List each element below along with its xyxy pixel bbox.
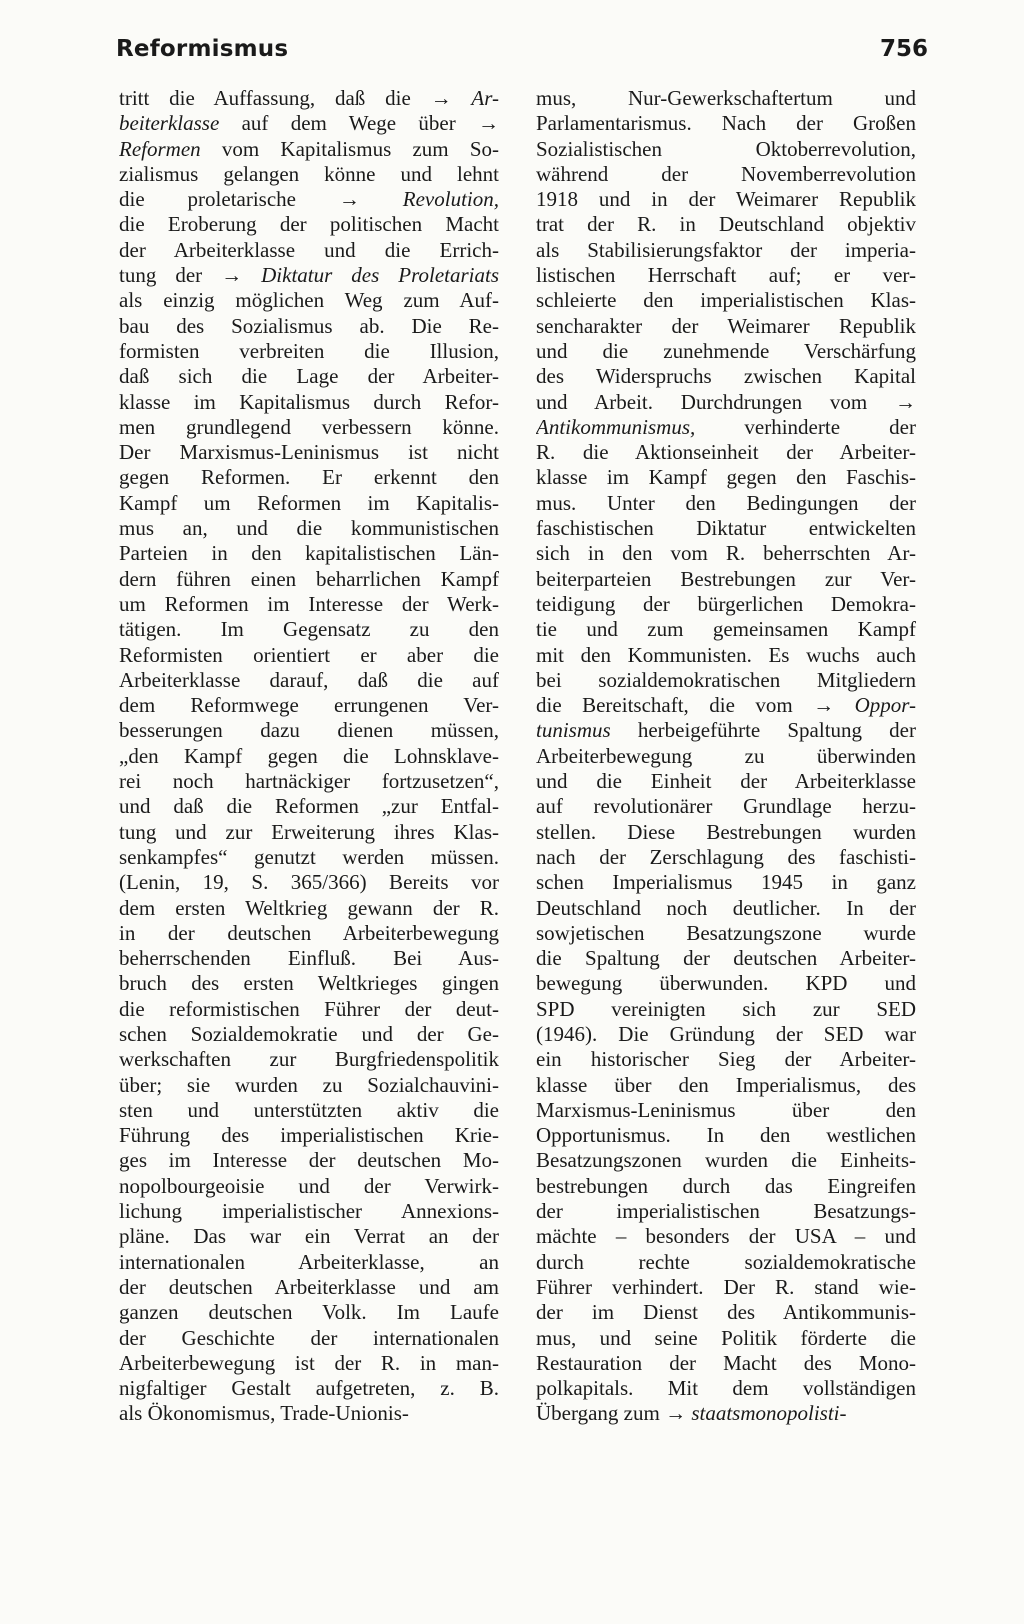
text-run: R. die Aktionseinheit der Arbeiter- <box>536 440 916 465</box>
left-column-line <box>119 1123 499 1148</box>
left-column-line <box>119 111 499 136</box>
text-run: Arbeiterklasse darauf, daß die auf <box>119 667 499 692</box>
text-run: Arbeiterbewegung zu überwinden <box>536 743 916 768</box>
text-run: sich in den vom R. beherrschten Ar- <box>536 541 916 566</box>
left-column-line <box>119 541 499 566</box>
text-run: auf dem Wege über → <box>219 111 499 136</box>
italic-reference: Antikommunismus, <box>536 414 696 439</box>
text-run: in der deutschen Arbeiterbewegung <box>119 920 499 945</box>
text-run: Parteien in den kapitalistischen Län- <box>119 541 499 566</box>
left-column-line <box>119 1047 499 1072</box>
left-column-line <box>119 288 499 313</box>
text-run: mus, und seine Politik förderte die <box>536 1325 916 1350</box>
left-column-line <box>119 1351 499 1376</box>
right-column-line <box>536 617 916 642</box>
text-run: Übergang zum → <box>536 1401 692 1426</box>
text-run: auf revolutionärer Grundlage herzu- <box>536 794 916 819</box>
text-run: tung der → <box>119 263 262 288</box>
text-run: mus, Nur-Gewerkschaftertum und <box>536 86 916 110</box>
right-column-line <box>536 567 916 592</box>
left-column-line <box>119 592 499 617</box>
right-column-line <box>536 1300 916 1325</box>
italic-reference: Reformen <box>119 136 201 161</box>
text-run: sten und unterstützten aktiv die <box>119 1097 499 1122</box>
text-run: Marxismus-Leninismus über den <box>536 1097 916 1122</box>
right-column-line <box>536 1199 916 1224</box>
text-run: stellen. Diese Bestrebungen wurden <box>536 819 916 844</box>
left-column-line <box>119 1376 499 1401</box>
text-run: teidigung der bürgerlichen Demokra- <box>536 591 916 616</box>
left-column-line <box>119 718 499 743</box>
right-column-line <box>536 86 916 111</box>
text-run: klasse im Kampf gegen den Faschis- <box>536 465 916 490</box>
left-column-line <box>119 1073 499 1098</box>
text-run: Restauration der Macht des Mono- <box>536 1350 916 1375</box>
right-column-line <box>536 896 916 921</box>
text-run: der im Dienst des Antikommunis- <box>536 1300 916 1325</box>
left-column-line <box>119 1098 499 1123</box>
right-column-line <box>536 1326 916 1351</box>
right-column-line <box>536 137 916 162</box>
text-run: sencharakter der Weimarer Republik <box>536 313 916 338</box>
text-run: schen Imperialismus 1945 in ganz <box>536 870 916 895</box>
right-column-line <box>536 541 916 566</box>
text-run: und daß die Reformen „zur Entfal- <box>119 794 499 819</box>
text-run: mus. Unter den Bedingungen der <box>536 490 916 515</box>
text-run: nach der Zerschlagung des faschisti- <box>536 844 916 869</box>
text-run: tätigen. Im Gegensatz zu den <box>119 617 499 642</box>
left-column-line <box>119 1250 499 1275</box>
text-run: schen Sozialdemokratie und der Ge- <box>119 1021 499 1046</box>
text-run: klasse über den Imperialismus, des <box>536 1072 916 1097</box>
right-column-line <box>536 769 916 794</box>
right-column-line <box>536 111 916 136</box>
text-run: vom Kapitalismus zum So- <box>200 136 499 161</box>
text-run: ganzen deutschen Volk. Im Laufe <box>119 1300 499 1325</box>
text-run: verhinderte der <box>695 414 916 439</box>
text-run: ein historischer Sieg der Arbeiter- <box>536 1047 916 1072</box>
text-run: senkampfes“ genutzt werden müssen. <box>119 844 499 869</box>
text-run: bewegung überwunden. KPD und <box>536 971 916 996</box>
text-run: während der Novemberrevolution <box>536 161 916 186</box>
text-run: Deutschland noch deutlicher. In der <box>536 895 916 920</box>
text-run: Führung des imperialistischen Krie- <box>119 1123 499 1148</box>
left-column-line <box>119 1275 499 1300</box>
text-run: tie und zum gemeinsamen Kampf <box>536 617 916 642</box>
right-column-line <box>536 288 916 313</box>
text-run: bau des Sozialismus ab. Die Re- <box>119 313 499 338</box>
text-run: Reformisten orientiert er aber die <box>119 642 499 667</box>
left-column-line <box>119 870 499 895</box>
text-run: polkapitals. Mit dem vollständigen <box>536 1376 916 1401</box>
right-column-line <box>536 212 916 237</box>
right-column-line <box>536 718 916 743</box>
right-column-line <box>536 1073 916 1098</box>
right-column-line <box>536 1401 916 1426</box>
right-column-line <box>536 491 916 516</box>
left-column-line <box>119 794 499 819</box>
right-column-line <box>536 1224 916 1249</box>
text-run: Führer verhindert. Der R. stand wie- <box>536 1274 916 1299</box>
text-run: rei noch hartnäckiger fortzusetzen“, <box>119 769 499 794</box>
text-run: der Geschichte der internationalen <box>119 1325 499 1350</box>
text-run: listischen Herrschaft auf; er ver- <box>536 263 916 288</box>
left-column-line <box>119 440 499 465</box>
right-column-line <box>536 465 916 490</box>
text-run: beiterparteien Bestrebungen zur Ver- <box>536 566 916 591</box>
left-column-line <box>119 314 499 339</box>
text-run: durch rechte sozialdemokratische <box>536 1249 916 1274</box>
left-column-line <box>119 1224 499 1249</box>
text-run: bruch des ersten Weltkrieges gingen <box>119 971 499 996</box>
left-column-line <box>119 364 499 389</box>
right-column-line <box>536 1098 916 1123</box>
text-run: daß sich die Lage der Arbeiter- <box>119 364 499 389</box>
text-run: Besatzungszonen wurden die Einheits- <box>536 1148 916 1173</box>
right-column-line <box>536 1022 916 1047</box>
text-run: men grundlegend verbessern könne. <box>119 414 499 439</box>
right-column-line <box>536 744 916 769</box>
right-column-line <box>536 1047 916 1072</box>
text-run: die reformistischen Führer der deut- <box>119 996 499 1021</box>
right-column-line <box>536 668 916 693</box>
left-column-line <box>119 946 499 971</box>
text-run: der Arbeiterklasse und die Errich- <box>119 237 499 262</box>
text-run: bestrebungen durch das Eingreifen <box>536 1173 916 1198</box>
right-column-line <box>536 339 916 364</box>
left-column-line <box>119 465 499 490</box>
text-run: als Stabilisierungsfaktor der imperia- <box>536 237 916 262</box>
text-run: internationalen Arbeiterklasse, an <box>119 1249 499 1274</box>
text-run: Der Marxismus-Leninismus ist nicht <box>119 440 499 465</box>
left-column-line <box>119 1148 499 1173</box>
right-column-line <box>536 1250 916 1275</box>
text-run: zialismus gelangen könne und lehnt <box>119 161 499 186</box>
left-column-line <box>119 921 499 946</box>
left-column-line <box>119 971 499 996</box>
italic-reference: staatsmonopolisti- <box>691 1401 847 1426</box>
italic-reference: Diktatur des Proletariats <box>261 263 499 288</box>
left-column-line <box>119 643 499 668</box>
text-run: mus an, und die kommunistischen <box>119 516 499 541</box>
right-column-line <box>536 440 916 465</box>
text-run: schleierte den imperialistischen Klas- <box>536 288 916 313</box>
left-column-line <box>119 491 499 516</box>
text-run: formisten verbreiten die Illusion, <box>119 338 499 363</box>
right-column-line <box>536 1275 916 1300</box>
italic-reference: tunismus <box>536 718 611 743</box>
right-column-line <box>536 1174 916 1199</box>
right-column-line <box>536 794 916 819</box>
right-column-line <box>536 1351 916 1376</box>
text-run: faschistischen Diktatur entwickelten <box>536 516 916 541</box>
text-run: herbeigeführte Spaltung der <box>610 718 916 743</box>
left-column-line <box>119 162 499 187</box>
text-run: nopolbourgeoisie und der Verwirk- <box>119 1173 499 1198</box>
left-column-line <box>119 744 499 769</box>
left-column-line <box>119 896 499 921</box>
right-column-line <box>536 263 916 288</box>
right-column-line <box>536 238 916 263</box>
right-column-line <box>536 870 916 895</box>
right-column-line <box>536 693 916 718</box>
text-run: besserungen dazu dienen müssen, <box>119 718 499 743</box>
text-run: dem ersten Weltkrieg gewann der R. <box>119 895 499 920</box>
text-run: trat der R. in Deutschland objektiv <box>536 212 916 237</box>
left-column-line <box>119 997 499 1022</box>
left-column-line <box>119 238 499 263</box>
right-column-line <box>536 162 916 187</box>
text-run: über; sie wurden zu Sozialchauvini- <box>119 1072 499 1097</box>
text-run: (1946). Die Gründung der SED war <box>536 1021 916 1046</box>
left-column-line <box>119 617 499 642</box>
page-number: 756 <box>879 36 928 62</box>
left-column-line <box>119 1401 499 1426</box>
right-column-line <box>536 314 916 339</box>
right-column-line <box>536 1376 916 1401</box>
right-column-line <box>536 1148 916 1173</box>
text-run: als einzig möglichen Weg zum Auf- <box>119 288 499 313</box>
italic-reference: Revolution, <box>402 187 499 212</box>
left-column-line <box>119 339 499 364</box>
left-column-line <box>119 845 499 870</box>
text-run: Parlamentarismus. Nach der Großen <box>536 111 916 136</box>
left-column-line <box>119 187 499 212</box>
text-run: klasse im Kapitalismus durch Refor- <box>119 389 499 414</box>
left-column-line <box>119 137 499 162</box>
text-run: der imperialistischen Besatzungs- <box>536 1199 916 1224</box>
left-column-line <box>119 1326 499 1351</box>
right-column-line <box>536 820 916 845</box>
text-run: die Bereitschaft, die vom → <box>536 693 855 718</box>
right-column-line <box>536 971 916 996</box>
left-column-line <box>119 516 499 541</box>
text-run: und Arbeit. Durchdrungen vom → <box>536 389 916 414</box>
left-column-line <box>119 567 499 592</box>
left-column-line <box>119 415 499 440</box>
right-column-line <box>536 390 916 415</box>
right-column-line <box>536 592 916 617</box>
right-text-column <box>536 86 916 1427</box>
right-column-line <box>536 921 916 946</box>
right-column-line <box>536 187 916 212</box>
text-run: tritt die Auffassung, daß die → <box>119 86 472 110</box>
left-column-line <box>119 1199 499 1224</box>
running-headword: Reformismus <box>116 36 289 62</box>
italic-reference: Ar- <box>471 86 499 110</box>
text-run: sowjetischen Besatzungszone wurde <box>536 920 916 945</box>
text-run: als Ökonomismus, Trade-Unionis- <box>119 1401 409 1426</box>
text-run: Sozialistischen Oktoberrevolution, <box>536 136 916 161</box>
text-run: und die Einheit der Arbeiterklasse <box>536 769 916 794</box>
left-column-line <box>119 1174 499 1199</box>
text-run: beherrschenden Einfluß. Bei Aus- <box>119 946 499 971</box>
right-column-line <box>536 997 916 1022</box>
left-column-line <box>119 1300 499 1325</box>
left-column-line <box>119 212 499 237</box>
text-run: die proletarische → <box>119 187 403 212</box>
text-run: mit den Kommunisten. Es wuchs auch <box>536 642 916 667</box>
text-run: um Reformen im Interesse der Werk- <box>119 591 499 616</box>
running-head <box>116 36 928 76</box>
text-run: (Lenin, 19, S. 365/366) Bereits vor <box>119 870 499 895</box>
left-column-line <box>119 820 499 845</box>
text-run: des Widerspruchs zwischen Kapital <box>536 364 916 389</box>
text-run: nigfaltiger Gestalt aufgetreten, z. B. <box>119 1376 499 1401</box>
left-column-line <box>119 263 499 288</box>
italic-reference: beiterklasse <box>119 111 220 136</box>
text-run: pläne. Das war ein Verrat an der <box>119 1224 499 1249</box>
left-text-column <box>119 86 499 1427</box>
text-run: Kampf um Reformen im Kapitalis- <box>119 490 499 515</box>
right-column-line <box>536 845 916 870</box>
text-run: bei sozialdemokratischen Mitgliedern <box>536 667 916 692</box>
text-run: tung und zur Erweiterung ihres Klas- <box>119 819 499 844</box>
right-column-line <box>536 516 916 541</box>
right-column-line <box>536 946 916 971</box>
text-run: mächte – besonders der USA – und <box>536 1224 916 1249</box>
text-run: 1918 und in der Weimarer Republik <box>536 187 916 212</box>
left-column-line <box>119 390 499 415</box>
text-run: dern führen einen beharrlichen Kampf <box>119 566 499 591</box>
text-run: Opportunismus. In den westlichen <box>536 1123 916 1148</box>
left-column-line <box>119 1022 499 1047</box>
text-run: und die zunehmende Verschärfung <box>536 338 916 363</box>
right-column-line <box>536 415 916 440</box>
left-column-line <box>119 86 499 111</box>
text-run: „den Kampf gegen die Lohnsklave- <box>119 743 499 768</box>
text-run: gegen Reformen. Er erkennt den <box>119 465 499 490</box>
text-run: die Eroberung der politischen Macht <box>119 212 499 237</box>
right-column-line <box>536 364 916 389</box>
text-run: dem Reformwege errungenen Ver- <box>119 693 499 718</box>
italic-reference: Oppor- <box>854 693 916 718</box>
text-run: ges im Interesse der deutschen Mo- <box>119 1148 499 1173</box>
right-column-line <box>536 1123 916 1148</box>
text-run: die Spaltung der deutschen Arbeiter- <box>536 946 916 971</box>
text-run: lichung imperialistischer Annexions- <box>119 1199 499 1224</box>
text-run: SPD vereinigten sich zur SED <box>536 996 916 1021</box>
left-column-line <box>119 693 499 718</box>
right-column-line <box>536 643 916 668</box>
text-run: der deutschen Arbeiterklasse und am <box>119 1274 499 1299</box>
left-column-line <box>119 769 499 794</box>
left-column-line <box>119 668 499 693</box>
text-run: werkschaften zur Burgfriedenspolitik <box>119 1047 499 1072</box>
text-run: Arbeiterbewegung ist der R. in man- <box>119 1350 499 1375</box>
